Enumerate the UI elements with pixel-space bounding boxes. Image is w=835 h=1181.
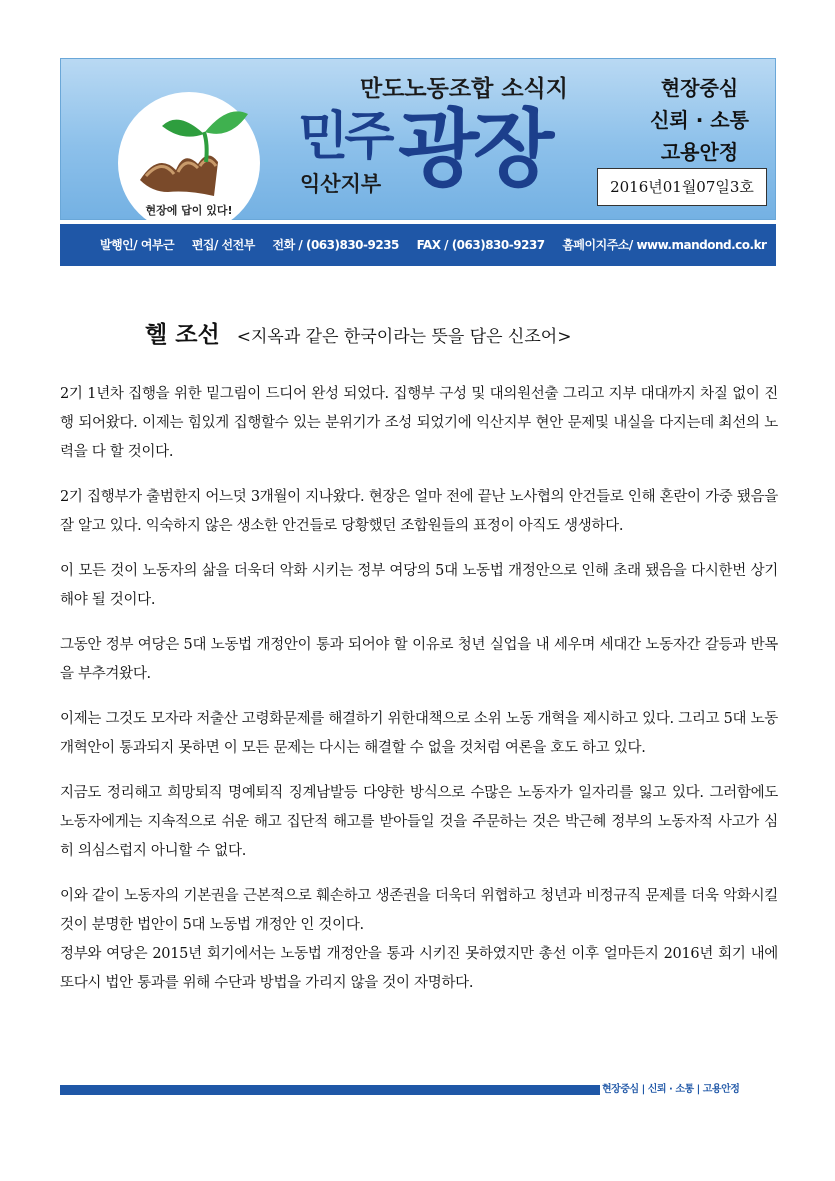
- paragraph: 이 모든 것이 노동자의 삶을 더욱더 악화 시키는 정부 여당의 5대 노동법 개정안으로 인해 초래 됐음을 다시한번 상기해야 될 것이다.: [60, 563, 778, 608]
- article-body: [60, 380, 778, 1014]
- article-title: 헬 조선: [145, 322, 220, 348]
- logo-caption: 현장에 답이 있다!: [145, 204, 233, 217]
- paragraph: 정부와 여당은 2015년 회기에서는 노동법 개정안을 통과 시키진 못하였지만 총선 이후 얼마든지 2016년 회기 내에 또다시 법안 통과를 위해 수단과 방법을 가리지 않을 것이 자명하다.: [60, 946, 778, 991]
- newsletter-supertitle: 만도노동조합 소식지: [360, 76, 568, 102]
- paragraph: 이제는 그것도 모자라 저출산 고령화문제를 해결하기 위한대책으로 소위 노동 개혁을 제시하고 있다. 그리고 5대 노동 개혁안이 통과되지 못하면 이 모든 문제는 다시는 해결할 수 없을 것처럼 여론을 호도 하고 있다.: [60, 711, 778, 756]
- paragraph: 지금도 정리해고 희망퇴직 명예퇴직 징계남발등 다양한 방식으로 수많은 노동자가 일자리를 잃고 있다. 그러함에도 노동자에게는 지속적으로 쉬운 해고 집단적 해고를 받아들일 것을 주문하는 것은 박근혜 정부의 노동자적 사고가 심히 의심스럽지 아니할 수 없다.: [60, 785, 778, 859]
- issue-date-box: 2016년01월07일3호: [597, 168, 767, 206]
- phone-info: 전화 / (063)830-9235: [272, 238, 399, 252]
- slogan-item: 고용안정: [660, 140, 739, 164]
- title-part-gwangjang: 광장: [398, 100, 549, 198]
- union-logo: [118, 92, 260, 234]
- paragraph: 이와 같이 노동자의 기본권을 근본적으로 훼손하고 생존권을 더욱더 위협하고 청년과 비정규직 문제를 더욱 악화시킬 것이 분명한 법안이 5대 노동법 개정안 인 것이다.: [60, 888, 778, 933]
- footer-slogan: 현장중심 | 신뢰 · 소통 | 고용안정: [602, 1084, 740, 1095]
- paragraph: 2기 집행부가 출범한지 어느덧 3개월이 지나왔다. 현장은 얼마 전에 끝난 노사협의 안건들로 인해 혼란이 가중 됐음을 잘 알고 있다. 익숙하지 않은 생소한 안건들로 당황했던 조합원들의 표정이 아직도 생생하다.: [60, 489, 778, 534]
- footer-rule: [60, 1085, 600, 1095]
- slogan-item: 신뢰 · 소통: [650, 108, 749, 132]
- slogan-list: [637, 72, 762, 168]
- slogan-item: 현장중심: [660, 76, 739, 100]
- title-part-minju: 민주: [298, 107, 391, 167]
- article-headline: [145, 316, 571, 349]
- homepage-link[interactable]: 홈페이지주소/ www.mandond.co.kr: [562, 238, 767, 252]
- paragraph: 2기 1년차 집행을 위한 밑그림이 드디어 완성 되었다. 집행부 구성 및 대의원선출 그리고 지부 대대까지 차질 없이 진행 되어왔다. 이제는 힘있게 집행할수 있는 분위기가 조성 되었기에 익산지부 현안 문제및 내실을 다지는데 최선의 노력을 다 할 것이다.: [60, 386, 778, 460]
- publisher-info-bar: [60, 224, 776, 266]
- publisher-info: 발행인/ 여부근: [100, 238, 175, 252]
- paragraph: 그동안 정부 여당은 5대 노동법 개정안이 통과 되어야 할 이유로 청년 실업을 내 세우며 세대간 노동자간 갈등과 반목을 부추겨왔다.: [60, 637, 778, 682]
- article-subtitle: <지옥과 같은 한국이라는 뜻을 담은 신조어>: [236, 327, 572, 347]
- fax-info: FAX / (063)830-9237: [416, 238, 545, 252]
- branch-name: 익산지부: [300, 172, 382, 196]
- editor-info: 편집/ 선전부: [191, 238, 255, 252]
